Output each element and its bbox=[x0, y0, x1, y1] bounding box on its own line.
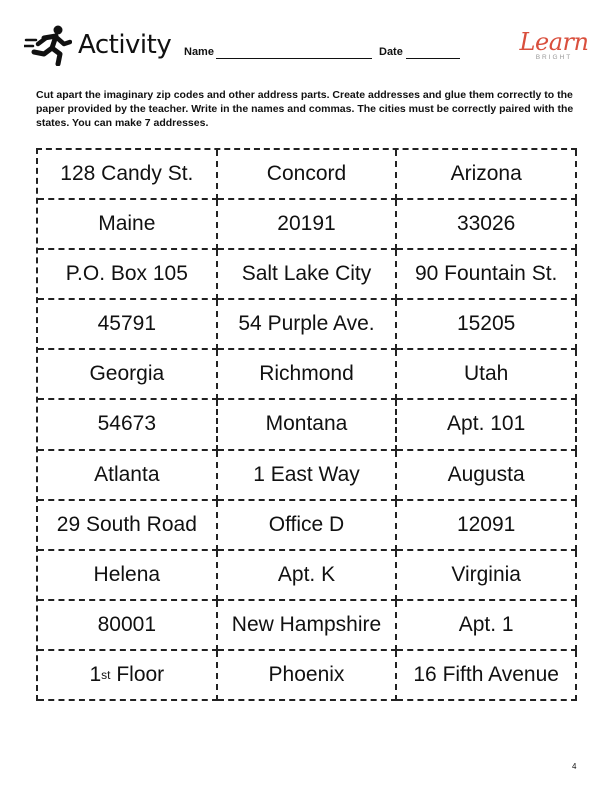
date-label: Date bbox=[379, 46, 403, 58]
grid-cell: Richmond bbox=[218, 350, 398, 400]
grid-cell: Phoenix bbox=[218, 651, 398, 701]
grid-cell: Montana bbox=[218, 400, 398, 450]
grid-cell: Augusta bbox=[397, 451, 577, 501]
grid-cell: Georgia bbox=[38, 350, 218, 400]
grid-cell: Atlanta bbox=[38, 451, 218, 501]
name-field-line[interactable] bbox=[216, 58, 372, 59]
grid-cell: Salt Lake City bbox=[218, 250, 398, 300]
grid-cell: Concord bbox=[218, 150, 398, 200]
grid-cell: 90 Fountain St. bbox=[397, 250, 577, 300]
grid-cell: 54 Purple Ave. bbox=[218, 300, 398, 350]
grid-cell: Apt. K bbox=[218, 551, 398, 601]
running-person-icon bbox=[24, 24, 72, 66]
floor-word: Floor bbox=[116, 662, 165, 686]
grid-cell: Utah bbox=[397, 350, 577, 400]
grid-cell: 33026 bbox=[397, 200, 577, 250]
grid-cell: 45791 bbox=[38, 300, 218, 350]
grid-cell: 80001 bbox=[38, 601, 218, 651]
grid-cell: 15205 bbox=[397, 300, 577, 350]
grid-cell: Apt. 1 bbox=[397, 601, 577, 651]
logo-subtext: BRIGHT bbox=[535, 54, 573, 61]
grid-cell: Arizona bbox=[397, 150, 577, 200]
grid-cell: 12091 bbox=[397, 501, 577, 551]
grid-cell: New Hampshire bbox=[218, 601, 398, 651]
name-label: Name bbox=[184, 46, 214, 58]
grid-cell: 29 South Road bbox=[38, 501, 218, 551]
instructions: Cut apart the imaginary zip codes and other address parts. Create addresses and glue them correctly to the paper provided by the teacher. Write in the names and commas. The cities must be correctly paired with the states. You can make 7 addresses. bbox=[36, 89, 574, 129]
grid-cell: Virginia bbox=[397, 551, 577, 601]
learn-bright-logo bbox=[518, 26, 590, 66]
grid-cell: P.O. Box 105 bbox=[38, 250, 218, 300]
address-cutout-grid bbox=[36, 148, 577, 701]
grid-cell: Office D bbox=[218, 501, 398, 551]
page-header bbox=[24, 24, 590, 70]
page-number: 4 bbox=[572, 762, 577, 771]
grid-cell: Helena bbox=[38, 551, 218, 601]
floor-number: 1 bbox=[89, 662, 102, 686]
grid-cell: 128 Candy St. bbox=[38, 150, 218, 200]
grid-cell: 16 Fifth Avenue bbox=[397, 651, 577, 701]
grid-cell: 1 East Way bbox=[218, 451, 398, 501]
page-title: Activity bbox=[78, 30, 172, 60]
grid-cell: Apt. 101 bbox=[397, 400, 577, 450]
grid-cell: 20191 bbox=[218, 200, 398, 250]
grid-cell: Maine bbox=[38, 200, 218, 250]
logo-wordmark: Learn bbox=[519, 28, 589, 56]
date-field-line[interactable] bbox=[406, 58, 460, 59]
grid-cell-first-floor: 1 st Floor bbox=[38, 651, 218, 701]
grid-cell: 54673 bbox=[38, 400, 218, 450]
